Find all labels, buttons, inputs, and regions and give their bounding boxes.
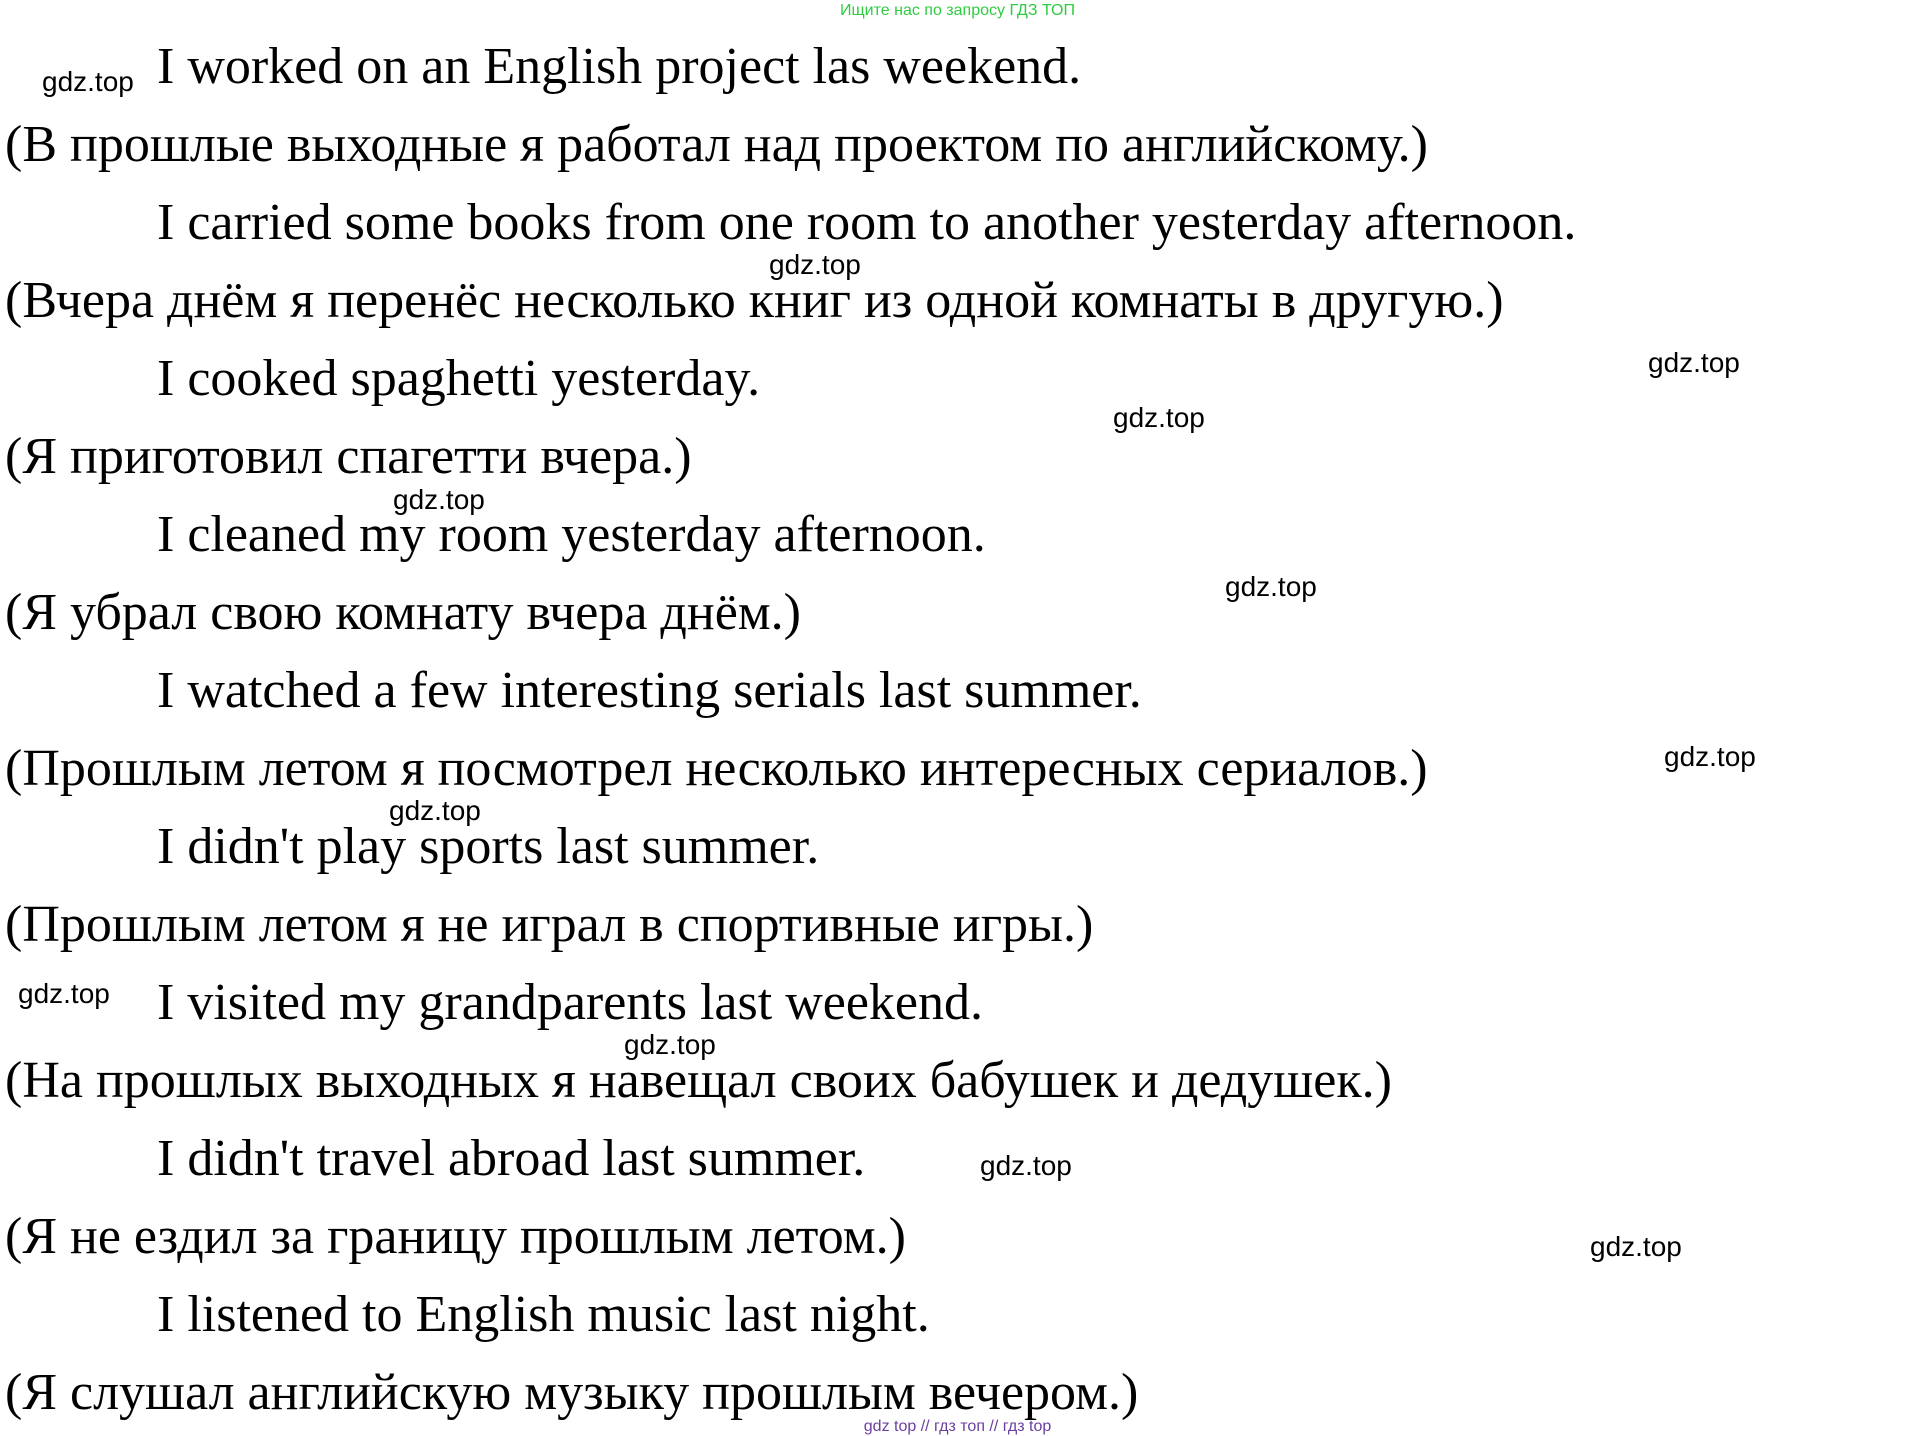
english-sentence-3: I cooked spaghetti yesterday. [157, 350, 761, 407]
english-sentence-2: I carried some books from one room to another yesterday afternoon. [157, 194, 1577, 251]
russian-translation-6: (Прошлым летом я не играл в спортивные игры.) [5, 896, 1094, 953]
footer-watermark: gdz top // гдз топ // гдз top [863, 1418, 1052, 1435]
watermark: gdz.top [389, 795, 481, 826]
watermark: gdz.top [1113, 402, 1205, 433]
russian-translation-3: (Я приготовил спагетти вчера.) [5, 428, 692, 485]
russian-translation-9: (Я слушал английскую музыку прошлым вечером.) [5, 1364, 1139, 1421]
russian-translation-8: (Я не ездил за границу прошлым летом.) [5, 1208, 906, 1265]
search-hint-banner: Ищите нас по запросу ГДЗ ТОП [840, 2, 1075, 19]
english-sentence-4: I cleaned my room yesterday afternoon. [157, 506, 986, 563]
watermark: gdz.top [769, 249, 861, 280]
russian-translation-1: (В прошлые выходные я работал над проектом по английскому.) [5, 116, 1428, 173]
watermark: gdz.top [1225, 571, 1317, 602]
watermark: gdz.top [980, 1150, 1072, 1181]
watermark: gdz.top [1590, 1231, 1682, 1262]
russian-translation-5: (Прошлым летом я посмотрел несколько интересных сериалов.) [5, 740, 1428, 797]
english-sentence-1: I worked on an English project las weekend. [157, 38, 1082, 95]
english-sentence-6: I didn't play sports last summer. [157, 818, 820, 875]
english-sentence-7: I visited my grandparents last weekend. [157, 974, 983, 1031]
watermark: gdz.top [393, 484, 485, 515]
english-sentence-9: I listened to English music last night. [157, 1286, 930, 1343]
russian-translation-4: (Я убрал свою комнату вчера днём.) [5, 584, 801, 641]
watermark: gdz.top [1648, 347, 1740, 378]
russian-translation-2: (Вчера днём я перенёс несколько книг из одной комнаты в другую.) [5, 272, 1504, 329]
watermark: gdz.top [42, 66, 134, 97]
watermark: gdz.top [624, 1029, 716, 1060]
russian-translation-7: (На прошлых выходных я навещал своих бабушек и дедушек.) [5, 1052, 1392, 1109]
english-sentence-5: I watched a few interesting serials last summer. [157, 662, 1142, 719]
watermark: gdz.top [1664, 741, 1756, 772]
watermark: gdz.top [18, 978, 110, 1009]
english-sentence-8: I didn't travel abroad last summer. [157, 1130, 866, 1187]
